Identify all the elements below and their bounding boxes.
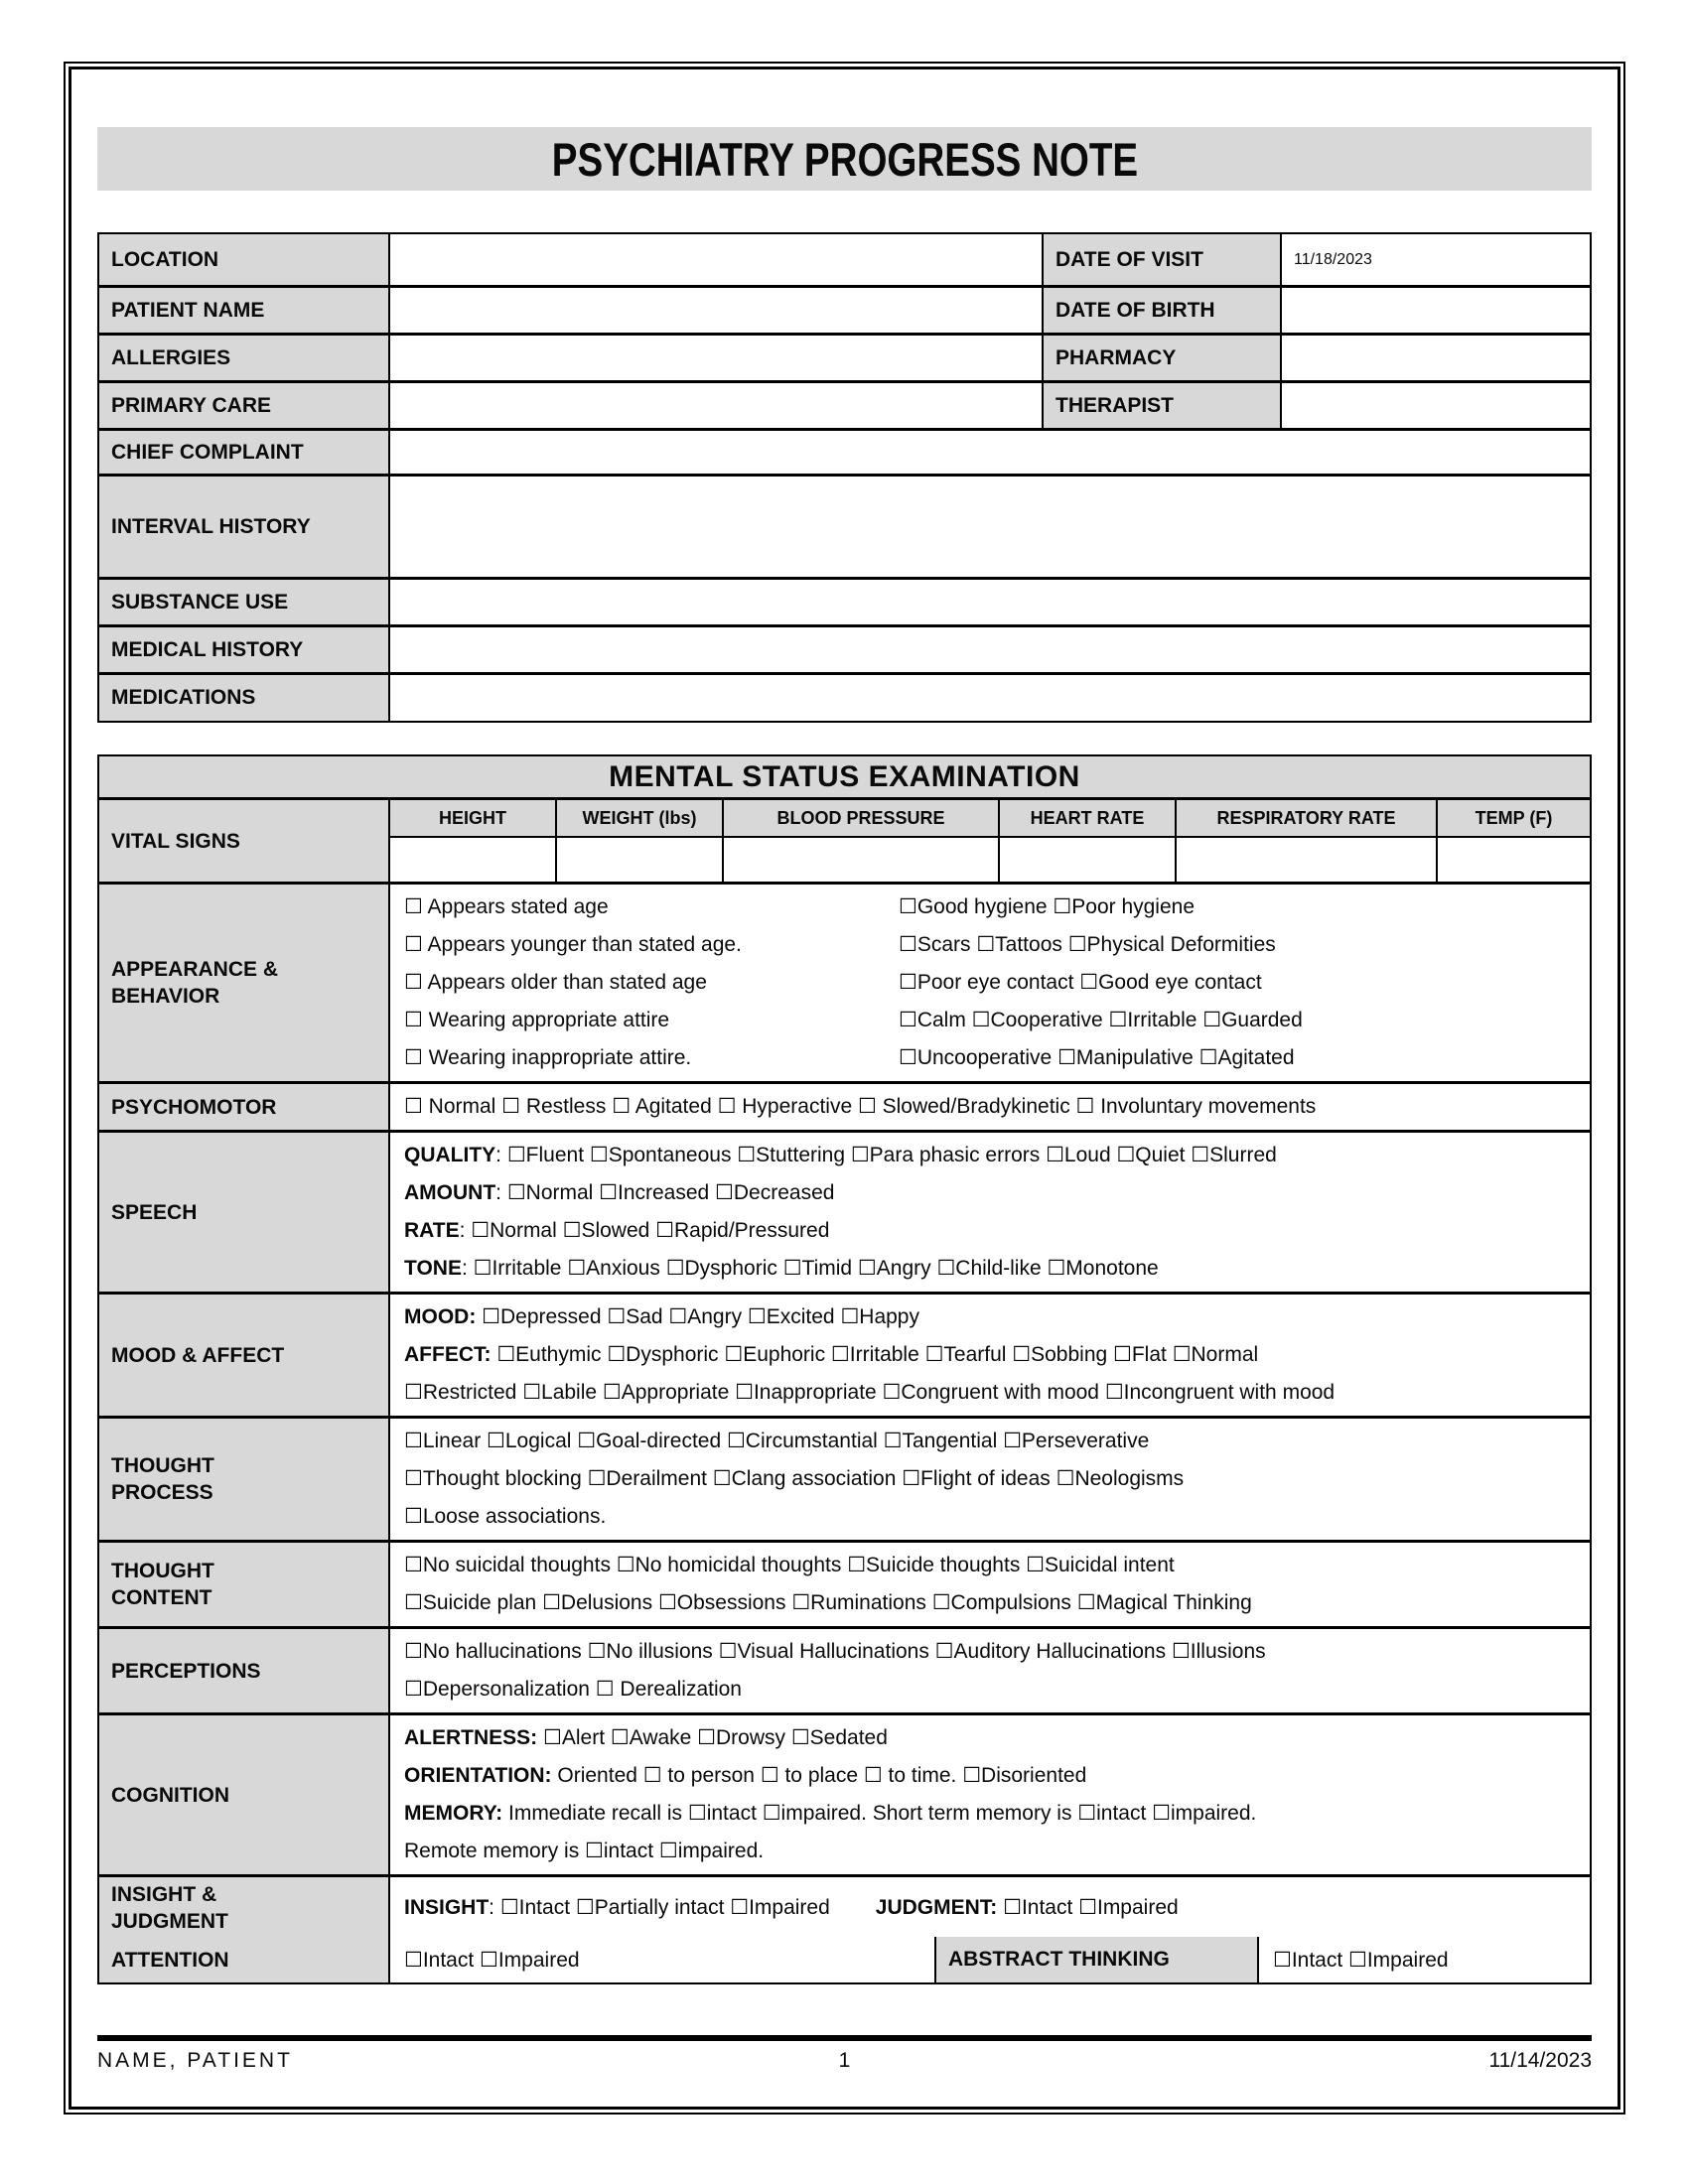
row-insight-judgment xyxy=(99,1877,1590,1937)
weight-header: WEIGHT (lbs) xyxy=(557,800,724,838)
primary-care-field[interactable] xyxy=(390,383,1044,428)
thought-process-line[interactable]: ☐Linear ☐Logical ☐Goal-directed ☐Circumstantial ☐Tangential ☐Perseverative xyxy=(404,1430,1150,1452)
row-medical-history xyxy=(99,627,1590,675)
heart-rate-header: HEART RATE xyxy=(1000,800,1177,838)
thought-content-options xyxy=(390,1543,1590,1626)
vital-signs-grid xyxy=(390,800,1590,882)
row-chief-complaint xyxy=(99,431,1590,477)
cognition-label: COGNITION xyxy=(99,1715,390,1874)
page-title: PSYCHIATRY PROGRESS NOTE xyxy=(551,132,1138,186)
date-of-visit-label: DATE OF VISIT xyxy=(1044,234,1282,285)
appearance-left-option[interactable]: ☐ Appears stated age xyxy=(404,895,609,918)
perceptions-line[interactable]: ☐Depersonalization ☐ Derealization xyxy=(404,1678,742,1701)
thought-process-line[interactable]: ☐Thought blocking ☐Derailment ☐Clang association ☐Flight of ideas ☐Neologisms xyxy=(404,1467,1185,1490)
insight-judgment-label: INSIGHT & JUDGMENT xyxy=(99,1877,390,1939)
vital-signs-label: VITAL SIGNS xyxy=(99,800,390,882)
insight-judgment-options xyxy=(390,1877,1590,1939)
cognition-options xyxy=(390,1715,1590,1874)
thought-content-line[interactable]: ☐Suicide plan ☐Delusions ☐Obsessions ☐Ruminations ☐Compulsions ☐Magical Thinking xyxy=(404,1591,1252,1614)
row-perceptions xyxy=(99,1629,1590,1715)
chief-complaint-field[interactable] xyxy=(390,431,1590,474)
temp-field[interactable] xyxy=(1438,838,1590,882)
therapist-field[interactable] xyxy=(1282,383,1590,428)
row-thought-process xyxy=(99,1419,1590,1543)
page xyxy=(64,62,1625,2115)
chief-complaint-label: CHIEF COMPLAINT xyxy=(99,431,390,474)
memory-line[interactable]: MEMORY: Immediate recall is ☐intact ☐impaired. Short term memory is ☐intact ☐impaired. xyxy=(404,1802,1257,1825)
memory-line-2[interactable]: Remote memory is ☐intact ☐impaired. xyxy=(404,1840,765,1862)
judgment-line[interactable]: JUDGMENT: ☐Intact ☐Impaired xyxy=(875,1896,1179,1919)
row-cognition xyxy=(99,1715,1590,1877)
thought-process-options xyxy=(390,1419,1590,1540)
row-medications xyxy=(99,675,1590,721)
abstract-thinking-label: ABSTRACT THINKING xyxy=(936,1937,1259,1982)
appearance-right-option[interactable]: ☐Calm ☐Cooperative ☐Irritable ☐Guarded xyxy=(899,1009,1303,1031)
location-field[interactable] xyxy=(390,234,1044,285)
pharmacy-field[interactable] xyxy=(1282,336,1590,380)
appearance-left-option[interactable]: ☐ Appears older than stated age xyxy=(404,971,707,994)
perceptions-line[interactable]: ☐No hallucinations ☐No illusions ☐Visual Hallucinations ☐Auditory Hallucinations ☐Illusions xyxy=(404,1640,1266,1663)
appearance-options xyxy=(390,885,1590,1081)
psychomotor-options xyxy=(390,1084,1590,1130)
appearance-right-option[interactable]: ☐Poor eye contact ☐Good eye contact xyxy=(899,971,1262,994)
row-speech xyxy=(99,1133,1590,1295)
medications-field[interactable] xyxy=(390,675,1590,721)
affect-line-2[interactable]: ☐Restricted ☐Labile ☐Appropriate ☐Inappropriate ☐Congruent with mood ☐Incongruent with mood xyxy=(404,1381,1336,1404)
appearance-right-option[interactable]: ☐Uncooperative ☐Manipulative ☐Agitated xyxy=(899,1046,1295,1069)
row-mood-affect xyxy=(99,1295,1590,1419)
pharmacy-label: PHARMACY xyxy=(1044,336,1282,380)
date-of-birth-field[interactable] xyxy=(1282,288,1590,333)
row-thought-content xyxy=(99,1543,1590,1629)
height-field[interactable] xyxy=(390,838,557,882)
therapist-label: THERAPIST xyxy=(1044,383,1282,428)
allergies-label: ALLERGIES xyxy=(99,336,390,380)
respiratory-rate-header: RESPIRATORY RATE xyxy=(1177,800,1438,838)
row-allergies xyxy=(99,336,1590,383)
footer-patient-name: NAME, PATIENT xyxy=(97,2049,293,2072)
thought-content-line[interactable]: ☐No suicidal thoughts ☐No homicidal thoughts ☐Suicide thoughts ☐Suicidal intent xyxy=(404,1554,1175,1576)
page-inner xyxy=(69,67,1620,2110)
row-vital-signs xyxy=(99,800,1590,885)
mood-line[interactable]: MOOD: ☐Depressed ☐Sad ☐Angry ☐Excited ☐Happy xyxy=(404,1305,919,1328)
height-header: HEIGHT xyxy=(390,800,557,838)
mse-table xyxy=(97,754,1592,1984)
speech-quality-line[interactable]: QUALITY: ☐Fluent ☐Spontaneous ☐Stuttering ☐Para phasic errors ☐Loud ☐Quiet ☐Slurred xyxy=(404,1144,1277,1166)
appearance-right-option[interactable]: ☐Good hygiene ☐Poor hygiene xyxy=(899,895,1196,918)
attention-label: ATTENTION xyxy=(99,1937,390,1982)
psychomotor-options-line[interactable]: ☐ Normal ☐ Restless ☐ Agitated ☐ Hyperactive ☐ Slowed/Bradykinetic ☐ Involuntary movements xyxy=(404,1095,1317,1118)
row-interval-history xyxy=(99,477,1590,580)
speech-tone-line[interactable]: TONE: ☐Irritable ☐Anxious ☐Dysphoric ☐Timid ☐Angry ☐Child-like ☐Monotone xyxy=(404,1257,1159,1280)
thought-process-label: THOUGHT PROCESS xyxy=(99,1419,390,1540)
allergies-field[interactable] xyxy=(390,336,1044,380)
patient-info-table xyxy=(97,232,1592,723)
appearance-right-option[interactable]: ☐Scars ☐Tattoos ☐Physical Deformities xyxy=(899,933,1276,956)
appearance-left-option[interactable]: ☐ Wearing appropriate attire xyxy=(404,1009,670,1031)
attention-options-line[interactable]: ☐Intact ☐Impaired xyxy=(390,1937,936,1982)
interval-history-field[interactable] xyxy=(390,477,1590,577)
substance-use-field[interactable] xyxy=(390,580,1590,624)
row-primary-care xyxy=(99,383,1590,431)
substance-use-label: SUBSTANCE USE xyxy=(99,580,390,624)
row-psychomotor xyxy=(99,1084,1590,1133)
speech-rate-line[interactable]: RATE: ☐Normal ☐Slowed ☐Rapid/Pressured xyxy=(404,1219,830,1242)
medical-history-field[interactable] xyxy=(390,627,1590,672)
speech-label: SPEECH xyxy=(99,1133,390,1292)
row-substance-use xyxy=(99,580,1590,627)
thought-content-label: THOUGHT CONTENT xyxy=(99,1543,390,1626)
row-appearance-behavior xyxy=(99,885,1590,1084)
psychomotor-label: PSYCHOMOTOR xyxy=(99,1084,390,1130)
temp-header: TEMP (F) xyxy=(1438,800,1590,838)
abstract-thinking-options-line[interactable]: ☐Intact ☐Impaired xyxy=(1273,1948,1449,1972)
mood-affect-options xyxy=(390,1295,1590,1416)
appearance-left-option[interactable]: ☐ Appears younger than stated age. xyxy=(404,933,742,956)
patient-name-label: PATIENT NAME xyxy=(99,288,390,333)
medical-history-label: MEDICAL HISTORY xyxy=(99,627,390,672)
perceptions-options xyxy=(390,1629,1590,1712)
primary-care-label: PRIMARY CARE xyxy=(99,383,390,428)
medications-label: MEDICATIONS xyxy=(99,675,390,721)
footer-date: 11/14/2023 xyxy=(1488,2049,1593,2072)
insight-line[interactable]: INSIGHT: ☐Intact ☐Partially intact ☐Impaired xyxy=(404,1896,830,1919)
weight-field[interactable] xyxy=(557,838,724,882)
interval-history-label: INTERVAL HISTORY xyxy=(99,477,390,577)
thought-process-line[interactable]: ☐Loose associations. xyxy=(404,1505,607,1528)
row-location xyxy=(99,234,1590,288)
page-footer xyxy=(97,2035,1592,2081)
respiratory-rate-field[interactable] xyxy=(1177,838,1438,882)
orientation-line[interactable]: ORIENTATION: Oriented ☐ to person ☐ to place ☐ to time. ☐Disoriented xyxy=(404,1764,1087,1787)
patient-name-field[interactable] xyxy=(390,288,1044,333)
mood-affect-label: MOOD & AFFECT xyxy=(99,1295,390,1416)
footer-page-number: 1 xyxy=(838,2049,851,2072)
blood-pressure-field[interactable] xyxy=(724,838,1000,882)
alertness-line[interactable]: ALERTNESS: ☐Alert ☐Awake ☐Drowsy ☐Sedated xyxy=(404,1726,888,1749)
location-label: LOCATION xyxy=(99,234,390,285)
affect-line[interactable]: AFFECT: ☐Euthymic ☐Dysphoric ☐Euphoric ☐Irritable ☐Tearful ☐Sobbing ☐Flat ☐Normal xyxy=(404,1343,1259,1366)
perceptions-label: PERCEPTIONS xyxy=(99,1629,390,1712)
date-of-birth-label: DATE OF BIRTH xyxy=(1044,288,1282,333)
appearance-behavior-label: APPEARANCE & BEHAVIOR xyxy=(99,885,390,1081)
title-band xyxy=(97,127,1592,191)
blood-pressure-header: BLOOD PRESSURE xyxy=(724,800,1000,838)
heart-rate-field[interactable] xyxy=(1000,838,1177,882)
row-patient-name xyxy=(99,288,1590,336)
speech-options xyxy=(390,1133,1590,1292)
appearance-left-option[interactable]: ☐ Wearing inappropriate attire. xyxy=(404,1046,692,1069)
row-attention xyxy=(99,1937,1590,1982)
speech-amount-line[interactable]: AMOUNT: ☐Normal ☐Increased ☐Decreased xyxy=(404,1181,835,1204)
mse-section-title: MENTAL STATUS EXAMINATION xyxy=(99,756,1590,800)
date-of-visit-field[interactable]: 11/18/2023 xyxy=(1282,234,1590,285)
